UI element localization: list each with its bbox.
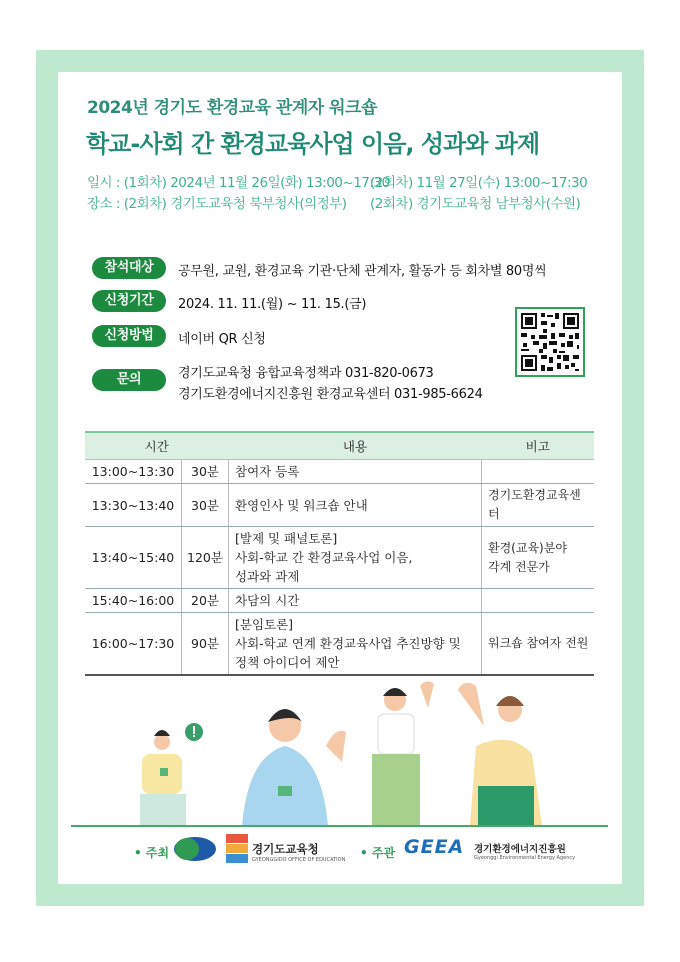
row-content [229,613,482,676]
contact-line-1: 경기도교육청 융합교육정책과 031-820-0673 [178,366,434,381]
row-content [229,484,482,527]
date-line-1: 일시 : (1회차) 2024년 11월 26일(화) 13:00~17:30 [87,175,390,191]
host-org-name: 경기도교육청 [252,842,319,856]
place-line-2: (2회차) 경기도교육청 남부청사(수원) [370,196,581,212]
table-row [85,589,594,613]
contact-line-2: 경기도환경에너지진흥원 환경교육센터 031-985-6624 [178,387,483,402]
poster-title: 학교-사회 간 환경교육사업 이음, 성과와 과제 [86,130,540,158]
period-label: 신청기간 [92,290,166,312]
person-middle [242,709,346,826]
row-time: 13:40~15:40 [85,527,182,589]
row-note [482,484,595,527]
organizer-org-name: 경기환경에너지진흥원 [474,844,566,855]
row-duration: 30분 [182,460,229,484]
row-content-line: 사회-학교 연계 환경교육사업 추진방향 및 [235,636,461,651]
row-note-line: 워크숍 참여자 전원 [488,636,589,650]
host-slogan-logo [172,835,218,863]
person-center-right [372,681,434,826]
place-line-1: 장소 : (2회차) 경기도교육청 북부청사(의정부) [87,196,347,212]
footer-divider [71,825,608,827]
schedule-table [85,431,594,676]
row-note-line: 경기도환경교육센터 [488,488,581,521]
row-duration: 120분 [182,527,229,589]
period-value: 2024. 11. 11.(월) ~ 11. 15.(금) [178,297,367,312]
table-row [85,460,594,484]
row-note-line: 각계 전문가 [488,559,550,574]
method-label: 신청방법 [92,325,166,347]
contact-label: 문의 [92,369,166,391]
row-note [482,589,595,613]
person-right [458,683,542,826]
row-content-line: [분임토론] [235,617,294,632]
row-content [229,460,482,484]
row-content-line: 사회-학교 간 환경교육사업 이음, [235,550,413,565]
row-time: 16:00~17:30 [85,613,182,676]
row-duration: 90분 [182,613,229,676]
qr-code-image [517,309,583,375]
table-row [85,484,594,527]
target-label: 참석대상 [92,257,166,279]
row-content-line: 정책 아이디어 제안 [235,655,340,670]
people-illustration [120,676,560,826]
row-content-line: 차담의 시간 [235,593,300,608]
organizer-logo: GEEA [404,836,465,858]
organizer-org-name-en: Gyeonggi Environmental Energy Agency [474,855,576,861]
header-note: 비고 [482,432,595,460]
row-content-line: 환영인사 및 워크숍 안내 [235,497,368,513]
method-value: 네이버 QR 신청 [178,332,266,347]
row-content [229,589,482,613]
row-content [229,527,482,589]
row-duration: 20분 [182,589,229,613]
row-note-line: 환경(교육)분야 [488,540,567,555]
host-org-name-en: GYEONGGIDO OFFICE OF EDUCATION [252,857,346,863]
row-time: 13:00~13:30 [85,460,182,484]
row-duration: 30분 [182,484,229,527]
person-left [140,730,186,826]
row-time: 13:30~13:40 [85,484,182,527]
row-note [482,613,595,676]
poster-subtitle: 2024년 경기도 환경교육 관계자 워크숍 [87,98,377,118]
row-time: 15:40~16:00 [85,589,182,613]
organizer-label: • 주관 [360,846,396,860]
row-note [482,460,595,484]
row-content-line: 성과와 과제 [235,569,300,584]
row-content-line: 참여자 등록 [235,464,300,479]
host-label: • 주최 [134,846,170,860]
header-time: 시간 [85,432,229,460]
header-content: 내용 [229,432,482,460]
date-line-2: (2회차) 11월 27일(수) 13:00~17:30 [370,175,588,191]
exclamation-icon [185,723,203,741]
target-value: 공무원, 교원, 환경교육 기관·단체 관계자, 활동가 등 회차별 80명씩 [178,264,547,279]
table-row [85,613,594,676]
row-content-line: [발제 및 패널토론] [235,531,338,546]
table-row [85,527,594,589]
qr-code[interactable] [515,307,585,377]
host-emblem-logo [226,834,248,864]
row-note [482,527,595,589]
